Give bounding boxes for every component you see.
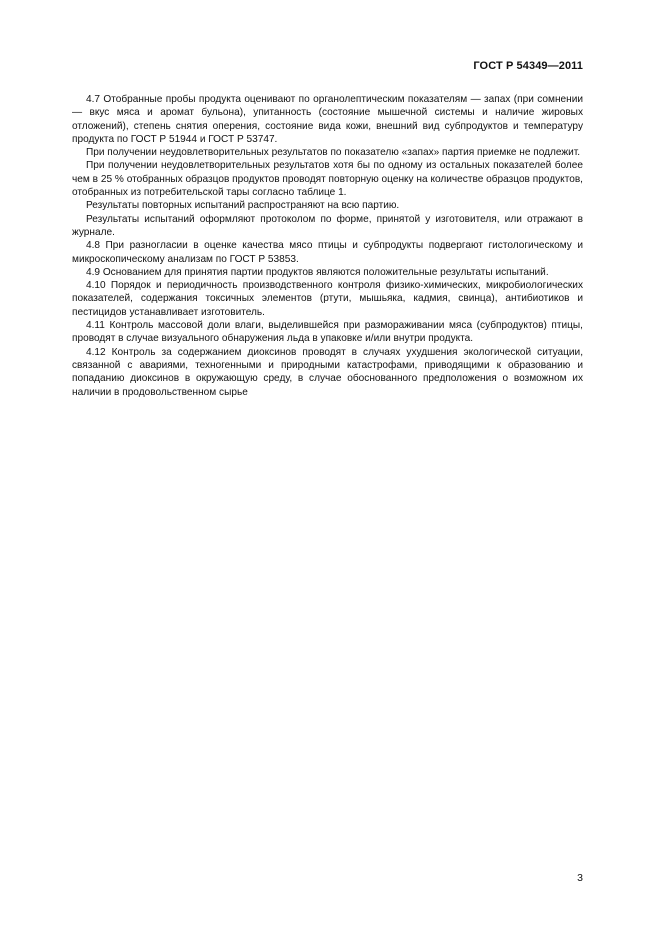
paragraph-4-8: 4.8 При разногласии в оценке качества мясо птицы и субпродукты подвергают гистологическому и микроскопическому анализам по ГОСТ Р 53853. [72, 240, 583, 265]
document-body [72, 93, 583, 399]
paragraph-4-12: 4.12 Контроль за содержанием диоксинов проводят в случаях ухудшения экологической ситуации, связанной с авариями, техногенными и природными катастрофами, приводящими к образованию и попаданию диоксинов в окружающую среду, в случае обоснованного предположения о возможном их наличии в продовольственном сырье [72, 346, 583, 398]
paragraph-4-11: 4.11 Контроль массовой доли влаги, выделившейся при размораживании мяса (субпродуктов) птицы, проводят в случае визуального обнаружения льда в упаковке и/или внутри продукта. [72, 320, 583, 345]
paragraph-smell-result: При получении неудовлетворительных результатов по показателю «запах» партия приемке не подлежит. [86, 147, 581, 159]
page-number: 3 [577, 872, 583, 884]
document-header: ГОСТ Р 54349—2011 [473, 60, 583, 72]
paragraph-protocol: Результаты испытаний оформляют протоколом по форме, принятой у изготовителя, или отражают в журнале. [72, 213, 583, 238]
paragraph-repeat-evaluation: При получении неудовлетворительных результатов хотя бы по одному из остальных показателей более чем в 25 % отобранных образцов продуктов проводят повторную оценку на количестве образцов продуктов, отобранных из потребительской тары согласно таблице 1. [72, 160, 583, 199]
paragraph-4-10: 4.10 Порядок и периодичность производственного контроля физико-химических, микробиологических показателей, содержания токсичных элементов (ртути, мышьяка, кадмия, свинца), антибиотиков и пестицидов устанавливает изготовитель. [72, 280, 583, 318]
paragraph-4-9: 4.9 Основанием для принятия партии продуктов являются положительные результаты испытаний. [86, 266, 549, 278]
paragraph-repeat-results: Результаты повторных испытаний распространяют на всю партию. [86, 200, 400, 212]
paragraph-4-7: 4.7 Отобранные пробы продукта оценивают по органолептическим показателям — запах (при сомнении — вкус мяса и аромат бульона), упитанность (состояние мышечной системы и наличие жировых отложений), степень снятия оперения, состояние вида кожи, внешний вид субпродуктов и температуру продукта по ГОСТ Р 51944 и ГОСТ Р 53747. [72, 94, 583, 145]
